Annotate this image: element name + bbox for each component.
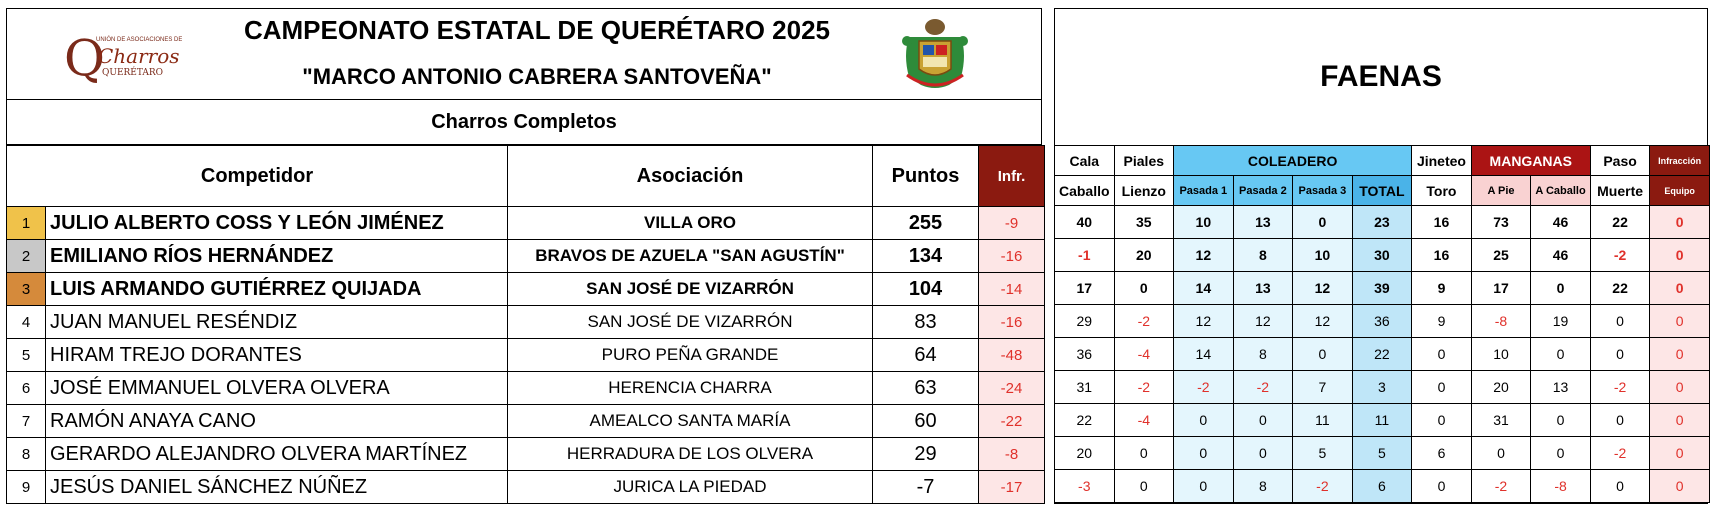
points-value: 29 <box>873 438 979 471</box>
table-row <box>7 240 1045 273</box>
a-pie-value: -8 <box>1471 305 1531 338</box>
association-name: HERRADURA DE LOS OLVERA <box>508 438 873 471</box>
paso-value: 0 <box>1590 338 1650 371</box>
results-header-row <box>7 146 1045 207</box>
piales-value: 0 <box>1114 272 1174 305</box>
table-row <box>7 306 1045 339</box>
col-infractions: Infr. <box>979 146 1045 207</box>
coleadero-total-value: 5 <box>1352 437 1412 470</box>
points-value: 64 <box>873 339 979 372</box>
equipo-value: 0 <box>1650 404 1710 437</box>
a-caballo-value: 0 <box>1531 404 1591 437</box>
charros-queretaro-logo <box>62 29 182 85</box>
faenas-row <box>1055 338 1710 371</box>
logo-text-main: Charros <box>98 44 180 68</box>
col-jineteo-sub: Toro <box>1412 176 1472 206</box>
pasada-2-value: 13 <box>1233 272 1293 305</box>
faenas-table <box>1054 145 1710 503</box>
coleadero-total-value: 30 <box>1352 239 1412 272</box>
col-equipo: Equipo <box>1650 176 1710 206</box>
rank-cell: 5 <box>7 339 46 372</box>
jineteo-value: 9 <box>1412 305 1472 338</box>
cala-value: 36 <box>1055 338 1115 371</box>
points-value: 63 <box>873 372 979 405</box>
pasada-3-value: 0 <box>1293 338 1353 371</box>
pasada-2-value: 8 <box>1233 239 1293 272</box>
pasada-2-value: 0 <box>1233 437 1293 470</box>
faenas-title: FAENAS <box>1320 60 1442 93</box>
points-value: 60 <box>873 405 979 438</box>
association-name: SAN JOSÉ DE VIZARRÓN <box>508 273 873 306</box>
col-paso: Paso <box>1590 146 1650 176</box>
pasada-2-value: 13 <box>1233 206 1293 239</box>
piales-value: -2 <box>1114 305 1174 338</box>
faenas-row <box>1055 404 1710 437</box>
a-caballo-value: 0 <box>1531 272 1591 305</box>
paso-value: -2 <box>1590 371 1650 404</box>
paso-value: 0 <box>1590 305 1650 338</box>
rank-cell: 2 <box>7 240 46 273</box>
col-pasada-2: Pasada 2 <box>1233 176 1293 206</box>
coleadero-total-value: 23 <box>1352 206 1412 239</box>
a-pie-value: 31 <box>1471 404 1531 437</box>
association-name: AMEALCO SANTA MARÍA <box>508 405 873 438</box>
equipo-value: 0 <box>1650 470 1710 503</box>
equipo-value: 0 <box>1650 338 1710 371</box>
rank-cell: 4 <box>7 306 46 339</box>
coleadero-total-value: 3 <box>1352 371 1412 404</box>
a-pie-value: 25 <box>1471 239 1531 272</box>
coleadero-total-value: 22 <box>1352 338 1412 371</box>
cala-value: 29 <box>1055 305 1115 338</box>
page-subtitle: "MARCO ANTONIO CABRERA SANTOVEÑA" <box>302 64 772 89</box>
a-caballo-value: -8 <box>1531 470 1591 503</box>
cala-value: 40 <box>1055 206 1115 239</box>
a-pie-value: 0 <box>1471 437 1531 470</box>
logo-text-top: UNIÓN DE ASOCIACIONES DE <box>96 37 182 43</box>
rank-cell: 6 <box>7 372 46 405</box>
table-row <box>7 273 1045 306</box>
col-coleadero: COLEADERO <box>1174 146 1412 176</box>
pasada-1-value: 0 <box>1174 437 1234 470</box>
piales-value: 20 <box>1114 239 1174 272</box>
pasada-1-value: 0 <box>1174 404 1234 437</box>
pasada-2-value: 0 <box>1233 404 1293 437</box>
col-paso-sub: Muerte <box>1590 176 1650 206</box>
rank-cell: 9 <box>7 471 46 504</box>
pasada-1-value: -2 <box>1174 371 1234 404</box>
paso-value: -2 <box>1590 437 1650 470</box>
a-caballo-value: 0 <box>1531 338 1591 371</box>
infractions-value: -24 <box>979 372 1045 405</box>
jineteo-value: 0 <box>1412 338 1472 371</box>
paso-value: -2 <box>1590 239 1650 272</box>
faenas-header-row-2 <box>1055 176 1710 206</box>
pasada-3-value: -2 <box>1293 470 1353 503</box>
association-name: BRAVOS DE AZUELA "SAN AGUSTÍN" <box>508 240 873 273</box>
rank-cell: 7 <box>7 405 46 438</box>
competitor-name: RAMÓN ANAYA CANO <box>46 405 508 438</box>
pasada-1-value: 12 <box>1174 305 1234 338</box>
equipo-value: 0 <box>1650 437 1710 470</box>
header <box>7 9 1041 100</box>
faenas-row <box>1055 305 1710 338</box>
faenas-row <box>1055 470 1710 503</box>
col-association: Asociación <box>508 146 873 207</box>
pasada-2-value: 8 <box>1233 338 1293 371</box>
cala-value: -1 <box>1055 239 1115 272</box>
pasada-3-value: 5 <box>1293 437 1353 470</box>
faenas-row <box>1055 239 1710 272</box>
competitor-name: JESÚS DANIEL SÁNCHEZ NÚÑEZ <box>46 471 508 504</box>
equipo-value: 0 <box>1650 305 1710 338</box>
page-title: CAMPEONATO ESTATAL DE QUERÉTARO 2025 <box>243 15 831 45</box>
pasada-1-value: 12 <box>1174 239 1234 272</box>
table-row <box>7 207 1045 240</box>
pasada-3-value: 0 <box>1293 206 1353 239</box>
rank-cell: 3 <box>7 273 46 306</box>
logo-letter: Q <box>64 29 105 85</box>
competitor-name: EMILIANO RÍOS HERNÁNDEZ <box>46 240 508 273</box>
association-name: VILLA ORO <box>508 207 873 240</box>
col-infraccion: Infracción <box>1650 146 1710 176</box>
infractions-value: -48 <box>979 339 1045 372</box>
results-panel <box>6 8 1042 504</box>
col-points: Puntos <box>873 146 979 207</box>
piales-value: 35 <box>1114 206 1174 239</box>
paso-value: 22 <box>1590 272 1650 305</box>
pasada-3-value: 10 <box>1293 239 1353 272</box>
faenas-panel <box>1054 8 1708 504</box>
competitor-name: HIRAM TREJO DORANTES <box>46 339 508 372</box>
jineteo-value: 9 <box>1412 272 1472 305</box>
points-value: -7 <box>873 471 979 504</box>
pasada-3-value: 12 <box>1293 305 1353 338</box>
coleadero-total-value: 36 <box>1352 305 1412 338</box>
pasada-1-value: 14 <box>1174 272 1234 305</box>
col-total: TOTAL <box>1352 176 1412 206</box>
results-table <box>6 145 1045 504</box>
points-value: 255 <box>873 207 979 240</box>
a-pie-value: 10 <box>1471 338 1531 371</box>
a-caballo-value: 46 <box>1531 206 1591 239</box>
a-pie-value: -2 <box>1471 470 1531 503</box>
competitor-name: JUAN MANUEL RESÉNDIZ <box>46 306 508 339</box>
piales-value: -2 <box>1114 371 1174 404</box>
faenas-row <box>1055 371 1710 404</box>
infractions-value: -8 <box>979 438 1045 471</box>
infractions-value: -9 <box>979 207 1045 240</box>
paso-value: 22 <box>1590 206 1650 239</box>
logo-text-bottom: QUERÉTARO <box>102 68 164 78</box>
col-a-caballo: A Caballo <box>1531 176 1591 206</box>
a-pie-value: 20 <box>1471 371 1531 404</box>
cala-value: 31 <box>1055 371 1115 404</box>
jineteo-value: 0 <box>1412 371 1472 404</box>
rank-cell: 1 <box>7 207 46 240</box>
infractions-value: -17 <box>979 471 1045 504</box>
table-row <box>7 471 1045 504</box>
infractions-value: -14 <box>979 273 1045 306</box>
equipo-value: 0 <box>1650 272 1710 305</box>
competitor-name: LUIS ARMANDO GUTIÉRREZ QUIJADA <box>46 273 508 306</box>
faenas-header-row-1 <box>1055 146 1710 176</box>
jineteo-value: 0 <box>1412 470 1472 503</box>
equipo-value: 0 <box>1650 239 1710 272</box>
infractions-value: -16 <box>979 306 1045 339</box>
cala-value: 22 <box>1055 404 1115 437</box>
association-name: SAN JOSÉ DE VIZARRÓN <box>508 306 873 339</box>
a-caballo-value: 13 <box>1531 371 1591 404</box>
competitor-name: JULIO ALBERTO COSS Y LEÓN JIMÉNEZ <box>46 207 508 240</box>
paso-value: 0 <box>1590 404 1650 437</box>
cala-value: -3 <box>1055 470 1115 503</box>
pasada-1-value: 10 <box>1174 206 1234 239</box>
piales-value: 0 <box>1114 437 1174 470</box>
competitor-name: JOSÉ EMMANUEL OLVERA OLVERA <box>46 372 508 405</box>
points-value: 83 <box>873 306 979 339</box>
col-cala: Cala <box>1055 146 1115 176</box>
pasada-1-value: 14 <box>1174 338 1234 371</box>
col-a-pie: A Pie <box>1471 176 1531 206</box>
a-caballo-value: 19 <box>1531 305 1591 338</box>
category-title: Charros Completos <box>7 100 1041 145</box>
infractions-value: -16 <box>979 240 1045 273</box>
equipo-value: 0 <box>1650 371 1710 404</box>
table-row <box>7 438 1045 471</box>
coleadero-total-value: 11 <box>1352 404 1412 437</box>
pasada-3-value: 7 <box>1293 371 1353 404</box>
table-row <box>7 405 1045 438</box>
equipo-value: 0 <box>1650 206 1710 239</box>
cala-value: 17 <box>1055 272 1115 305</box>
pasada-3-value: 12 <box>1293 272 1353 305</box>
table-row <box>7 372 1045 405</box>
pasada-2-value: 8 <box>1233 470 1293 503</box>
a-caballo-value: 46 <box>1531 239 1591 272</box>
pasada-3-value: 11 <box>1293 404 1353 437</box>
points-value: 104 <box>873 273 979 306</box>
a-pie-value: 73 <box>1471 206 1531 239</box>
coleadero-total-value: 6 <box>1352 470 1412 503</box>
piales-value: -4 <box>1114 338 1174 371</box>
col-competitor: Competidor <box>7 146 508 207</box>
points-value: 134 <box>873 240 979 273</box>
jineteo-value: 6 <box>1412 437 1472 470</box>
association-name: PURO PEÑA GRANDE <box>508 339 873 372</box>
pasada-2-value: -2 <box>1233 371 1293 404</box>
association-name: HERENCIA CHARRA <box>508 372 873 405</box>
col-jineteo: Jineteo <box>1412 146 1472 176</box>
col-pasada-1: Pasada 1 <box>1174 176 1234 206</box>
col-manganas: MANGANAS <box>1471 146 1590 176</box>
rank-cell: 8 <box>7 438 46 471</box>
a-caballo-value: 0 <box>1531 437 1591 470</box>
piales-value: -4 <box>1114 404 1174 437</box>
pasada-1-value: 0 <box>1174 470 1234 503</box>
queretaro-coat-of-arms-icon <box>899 15 971 95</box>
competitor-name: GERARDO ALEJANDRO OLVERA MARTÍNEZ <box>46 438 508 471</box>
faenas-row <box>1055 437 1710 470</box>
pasada-2-value: 12 <box>1233 305 1293 338</box>
col-pasada-3: Pasada 3 <box>1293 176 1353 206</box>
faenas-row <box>1055 206 1710 239</box>
jineteo-value: 0 <box>1412 404 1472 437</box>
jineteo-value: 16 <box>1412 206 1472 239</box>
a-pie-value: 17 <box>1471 272 1531 305</box>
col-cala-sub: Caballo <box>1055 176 1115 206</box>
col-piales-sub: Lienzo <box>1114 176 1174 206</box>
cala-value: 20 <box>1055 437 1115 470</box>
jineteo-value: 16 <box>1412 239 1472 272</box>
coleadero-total-value: 39 <box>1352 272 1412 305</box>
paso-value: 0 <box>1590 470 1650 503</box>
association-name: JURICA LA PIEDAD <box>508 471 873 504</box>
col-piales: Piales <box>1114 146 1174 176</box>
piales-value: 0 <box>1114 470 1174 503</box>
table-row <box>7 339 1045 372</box>
faenas-row <box>1055 272 1710 305</box>
infractions-value: -22 <box>979 405 1045 438</box>
